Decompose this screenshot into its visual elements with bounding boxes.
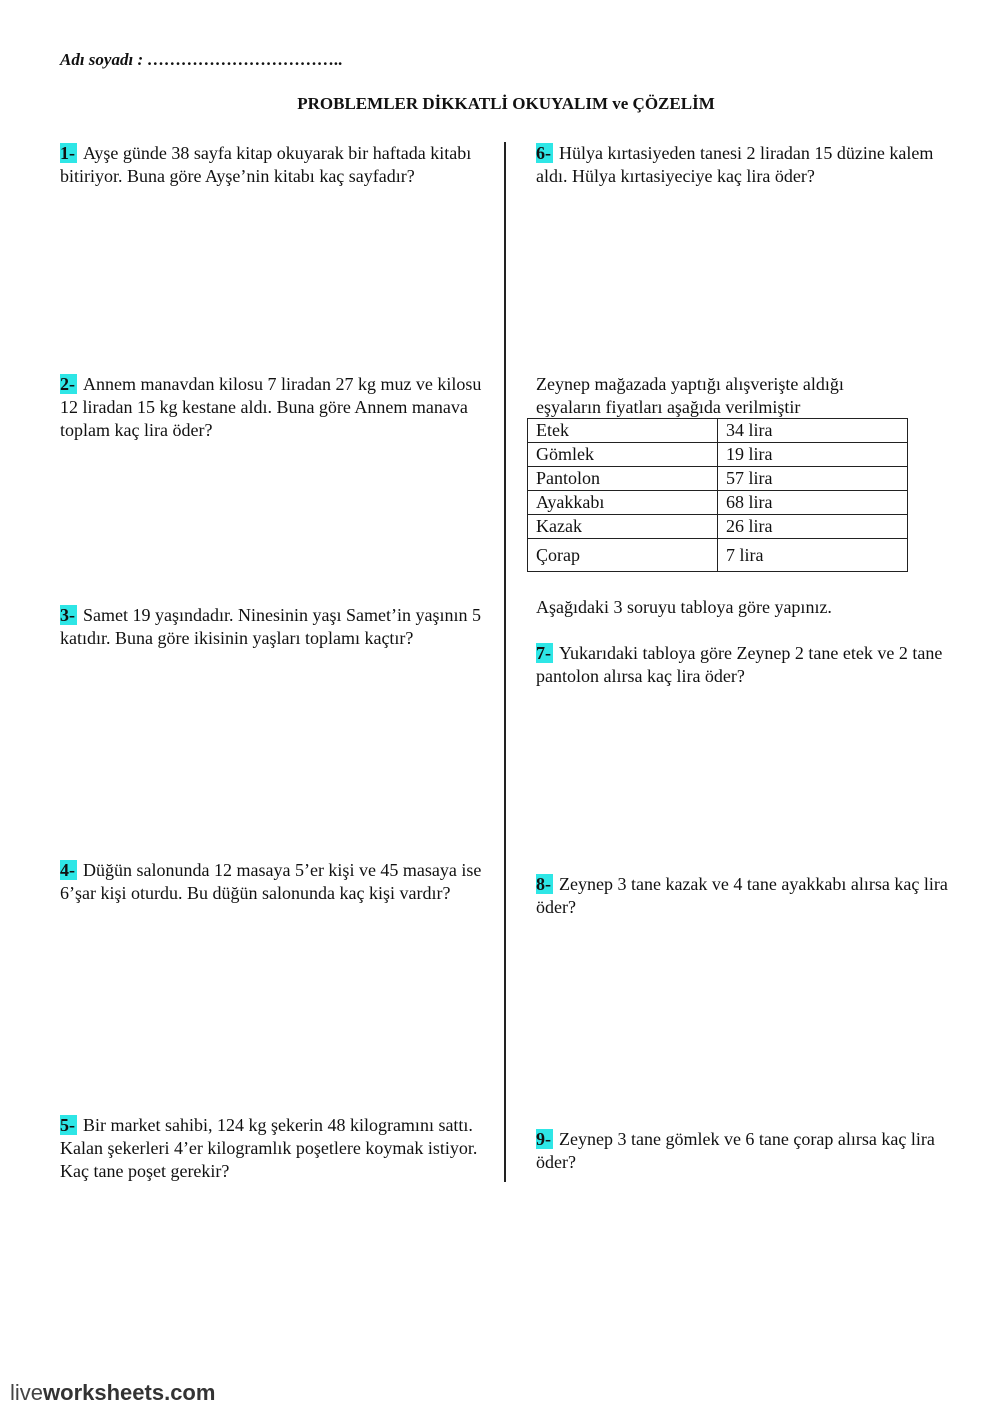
price-cell: 68 lira [718,491,908,515]
question-3 [60,604,490,650]
item-cell: Pantolon [528,467,718,491]
table-note: Aşağıdaki 3 soruyu tabloya göre yapınız. [536,597,832,617]
question-number: 5- [60,1115,75,1135]
question-text: Yukarıdaki tabloya göre Zeynep 2 tane etek ve 2 tane pantolon alırsa kaç lira öder? [536,643,943,686]
question-number: 7- [536,643,551,663]
question-number: 4- [60,860,75,880]
question-text: Zeynep 3 tane kazak ve 4 tane ayakkabı alırsa kaç lira öder? [536,874,948,917]
question-number: 9- [536,1129,551,1149]
item-cell: Çorap [528,539,718,572]
logo-suffix-text: .com [164,1380,216,1405]
liveworksheets-logo [10,1380,215,1406]
question-text: Zeynep 3 tane gömlek ve 6 tane çorap alırsa kaç lira öder? [536,1129,935,1172]
question-text: Samet 19 yaşındadır. Ninesinin yaşı Samet’in yaşının 5 katıdır. Buna göre ikisinin yaşları toplamı kaçtır? [60,605,481,648]
page-title: PROBLEMLER DİKKATLİ OKUYALIM ve ÇÖZELİM [297,94,715,113]
question-7 [536,642,956,688]
item-cell: Gömlek [528,443,718,467]
logo-bold-text: worksheets [43,1380,165,1405]
question-text: Ayşe günde 38 sayfa kitap okuyarak bir haftada kitabı bitiriyor. Buna göre Ayşe’nin kitabı kaç sayfadır? [60,143,472,186]
item-cell: Etek [528,419,718,443]
item-cell: Ayakkabı [528,491,718,515]
price-cell: 19 lira [718,443,908,467]
question-1 [60,142,490,188]
question-number: 3- [60,605,75,625]
question-text: Annem manavdan kilosu 7 liradan 27 kg muz ve kilosu 12 liradan 15 kg kestane aldı. Buna göre Annem manava toplam kaç lira öder? [60,374,482,440]
item-cell: Kazak [528,515,718,539]
question-5 [60,1114,490,1183]
student-name-line: Adı soyadı : …………………………….. [60,50,343,69]
question-number: 2- [60,374,75,394]
table-row [528,443,908,467]
table-intro: Zeynep mağazada yaptığı alışverişte aldığı eşyaların fiyatları aşağıda verilmiştir [536,374,844,417]
question-number: 1- [60,143,75,163]
table-row [528,539,908,572]
question-6 [536,142,956,188]
price-cell: 34 lira [718,419,908,443]
table-row [528,467,908,491]
price-cell: 26 lira [718,515,908,539]
column-divider [504,142,506,1182]
question-4 [60,859,490,905]
question-number: 6- [536,143,551,163]
price-table [527,418,908,572]
question-2 [60,373,490,442]
logo-light-text: live [10,1380,44,1405]
table-row [528,515,908,539]
question-number: 8- [536,874,551,894]
question-8 [536,873,956,919]
question-text: Hülya kırtasiyeden tanesi 2 liradan 15 düzine kalem aldı. Hülya kırtasiyeciye kaç lira öder? [536,143,934,186]
question-text: Bir market sahibi, 124 kg şekerin 48 kilogramını sattı. Kalan şekerleri 4’er kilogramlık poşetlere koymak istiyor. Kaç tane poşet gerekir? [60,1115,478,1181]
table-row [528,491,908,515]
question-9 [536,1128,956,1174]
price-cell: 57 lira [718,467,908,491]
price-cell: 7 lira [718,539,908,572]
question-text: Düğün salonunda 12 masaya 5’er kişi ve 45 masaya ise 6’şar kişi oturdu. Bu düğün salonunda kaç kişi vardır? [60,860,482,903]
table-row [528,419,908,443]
